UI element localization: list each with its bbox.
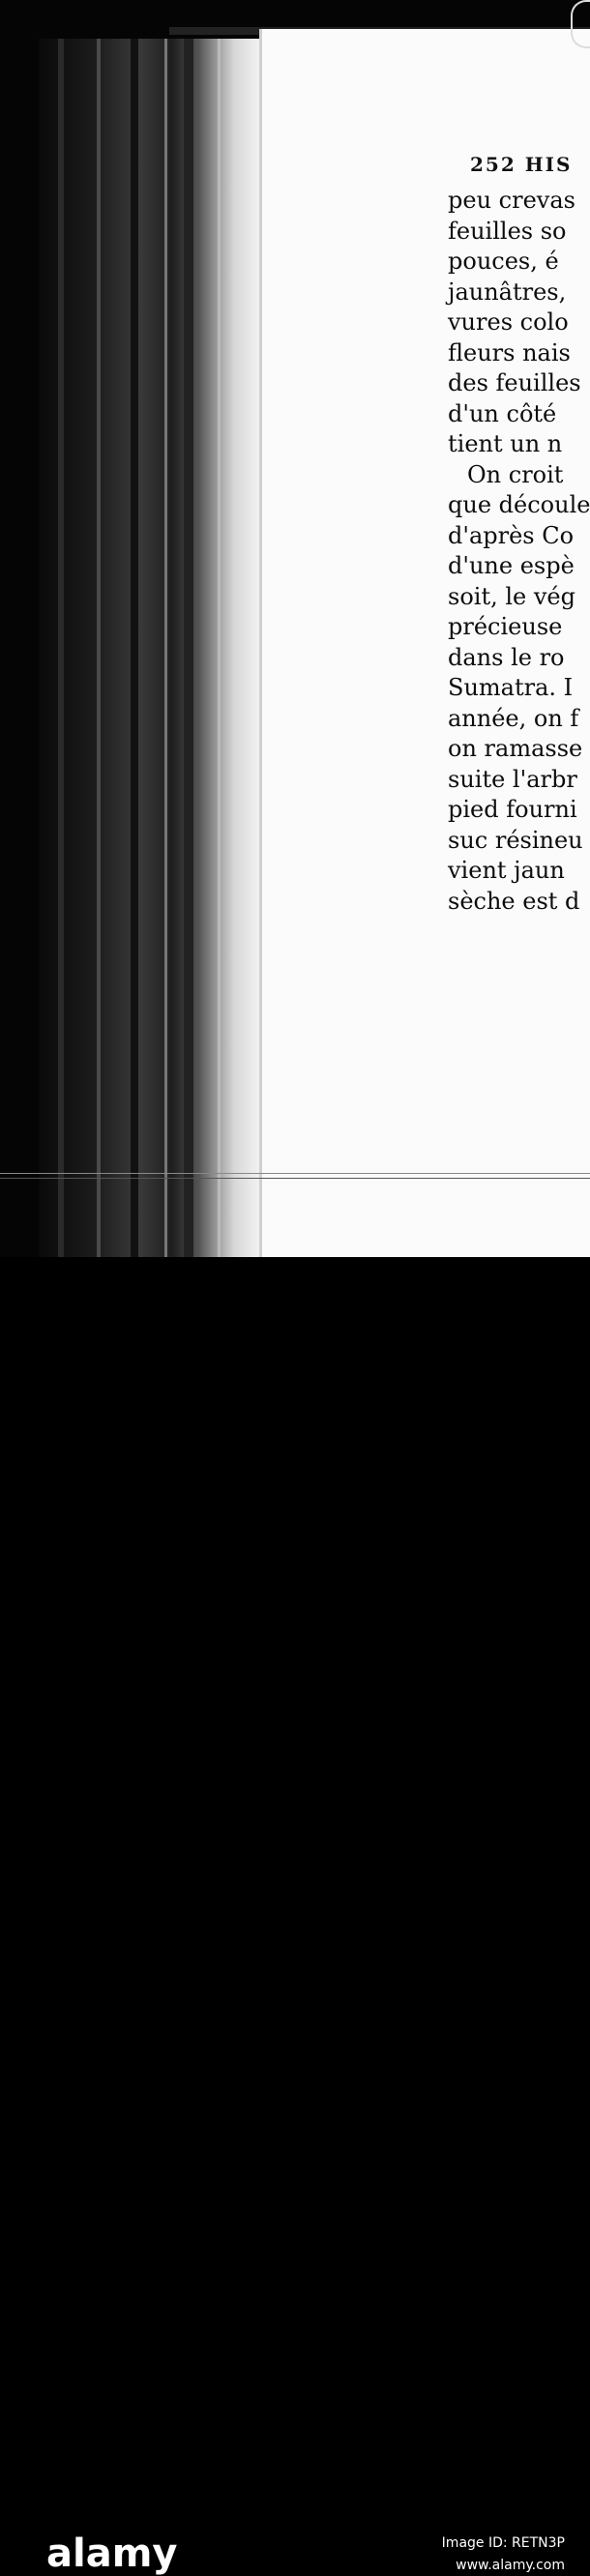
book-gutter xyxy=(39,39,261,1257)
text-line: peu crevas xyxy=(448,187,575,214)
alamy-logo: alamy xyxy=(46,2532,178,2576)
image-id-label: Image ID: RETN3P xyxy=(441,2535,565,2551)
text-line: on ramasse xyxy=(448,735,583,762)
text-line: feuilles so xyxy=(448,217,567,245)
text-line: d'une espè xyxy=(448,552,575,579)
text-line: vient jaun xyxy=(448,857,565,884)
text-line: pied fourni xyxy=(448,796,577,823)
text-line: suc résineu xyxy=(448,826,583,854)
text-line: On croit xyxy=(467,460,564,488)
text-line: pouces, é xyxy=(448,248,559,275)
scan-artifact-line xyxy=(0,1173,590,1174)
scan-artifact-line xyxy=(0,1178,590,1179)
text-line: jaunâtres, xyxy=(448,278,567,306)
text-line: fleurs nais xyxy=(448,338,571,366)
page-header: 252 HIS xyxy=(470,153,573,176)
text-line: dans le ro xyxy=(448,643,565,671)
text-line: tient un n xyxy=(448,430,563,457)
scanned-page-image xyxy=(0,0,590,1257)
text-line: d'un côté xyxy=(448,399,557,427)
corner-mark xyxy=(571,0,590,48)
text-line: que découle xyxy=(448,491,590,518)
book-page xyxy=(259,29,590,1257)
text-line: précieuse xyxy=(448,613,563,640)
page-body xyxy=(448,186,590,917)
text-line: sèche est d xyxy=(448,887,580,915)
text-line: soit, le vég xyxy=(448,582,575,610)
text-line: des feuilles xyxy=(448,369,581,396)
text-line: d'après Co xyxy=(448,521,575,549)
site-url-label: www.alamy.com xyxy=(456,2558,565,2573)
text-line: année, on f xyxy=(448,704,579,732)
text-line: suite l'arbr xyxy=(448,765,577,793)
text-line: vures colo xyxy=(448,308,569,336)
text-line: Sumatra. I xyxy=(448,674,574,701)
watermark-footer xyxy=(0,1257,590,2576)
